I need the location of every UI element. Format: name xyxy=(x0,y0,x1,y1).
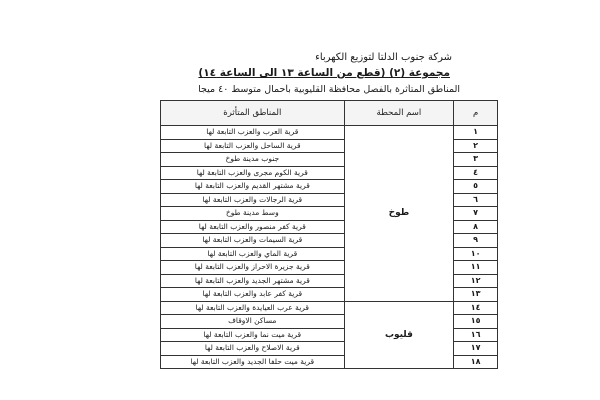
affected-area: قرية كفر منصور والعزب التابعة لها xyxy=(161,220,345,234)
affected-area: قرية مشتهر القديم والعزب التابعة لها xyxy=(161,180,345,194)
row-number: ٨ xyxy=(454,220,498,234)
affected-area: قرية ميت نما والعزب التابعة لها xyxy=(161,328,345,342)
affected-area: قرية الماي والعزب التابعة لها xyxy=(161,247,345,261)
row-number: ١٢ xyxy=(454,274,498,288)
column-header-number: م xyxy=(454,101,498,126)
affected-area: قرية الرجالات والعزب التابعة لها xyxy=(161,193,345,207)
affected-areas-subtitle: المناطق المتأثرة بالفصل محافظة القليوبية بأحمال متوسط ٤٠ ميجا xyxy=(198,84,460,95)
table-row xyxy=(161,301,498,315)
affected-area: مساكن الاوقاف xyxy=(161,315,345,329)
row-number: ٤ xyxy=(454,166,498,180)
affected-area: قرية مشتهر الجديد والعزب التابعة لها xyxy=(161,274,345,288)
row-number: ٧ xyxy=(454,207,498,221)
row-number: ١٣ xyxy=(454,288,498,302)
row-number: ١٧ xyxy=(454,342,498,356)
affected-area: قرية كفر عابد والعزب التابعة لها xyxy=(161,288,345,302)
table-header-row xyxy=(161,101,498,126)
affected-area: وسط مدينة طوخ xyxy=(161,207,345,221)
station-name: قليوب xyxy=(344,301,454,369)
row-number: ١ xyxy=(454,126,498,140)
column-header-areas: المناطق المتأثرة xyxy=(161,101,345,126)
row-number: ١٦ xyxy=(454,328,498,342)
row-number: ٦ xyxy=(454,193,498,207)
company-name: شركة جنوب الدلتا لتوزيع الكهرباء xyxy=(315,52,452,63)
affected-area: قرية ميت حلفا الجديد والعزب التابعة لها xyxy=(161,355,345,369)
row-number: ١٤ xyxy=(454,301,498,315)
row-number: ٣ xyxy=(454,153,498,167)
column-header-station: اسم المحطة xyxy=(344,101,454,126)
affected-area: قرية الساحل والعزب التابعة لها xyxy=(161,139,345,153)
row-number: ٥ xyxy=(454,180,498,194)
row-number: ١٠ xyxy=(454,247,498,261)
affected-area: قرية الاصلاح والعزب التابعة لها xyxy=(161,342,345,356)
affected-area: قرية جزيرة الاحراز والعزب التابعة لها xyxy=(161,261,345,275)
group-schedule-title: مجموعة (٢) (قطع من الساعة ١٣ الى الساعة ١٤) xyxy=(198,67,450,79)
outage-schedule-table xyxy=(160,100,498,369)
row-number: ١١ xyxy=(454,261,498,275)
affected-area: قرية العرب والعزب التابعة لها xyxy=(161,126,345,140)
row-number: ١٥ xyxy=(454,315,498,329)
affected-area: قرية الكوم مجرى والعزب التابعة لها xyxy=(161,166,345,180)
row-number: ١٨ xyxy=(454,355,498,369)
row-number: ٢ xyxy=(454,139,498,153)
affected-area: قرية عرب العيايدة والعزب التابعة لها xyxy=(161,301,345,315)
table-body xyxy=(161,126,498,369)
row-number: ٩ xyxy=(454,234,498,248)
station-name: طوخ xyxy=(344,126,454,302)
table-row xyxy=(161,126,498,140)
affected-area: قرية السيمات والعزب التابعة لها xyxy=(161,234,345,248)
affected-area: جنوب مدينة طوخ xyxy=(161,153,345,167)
